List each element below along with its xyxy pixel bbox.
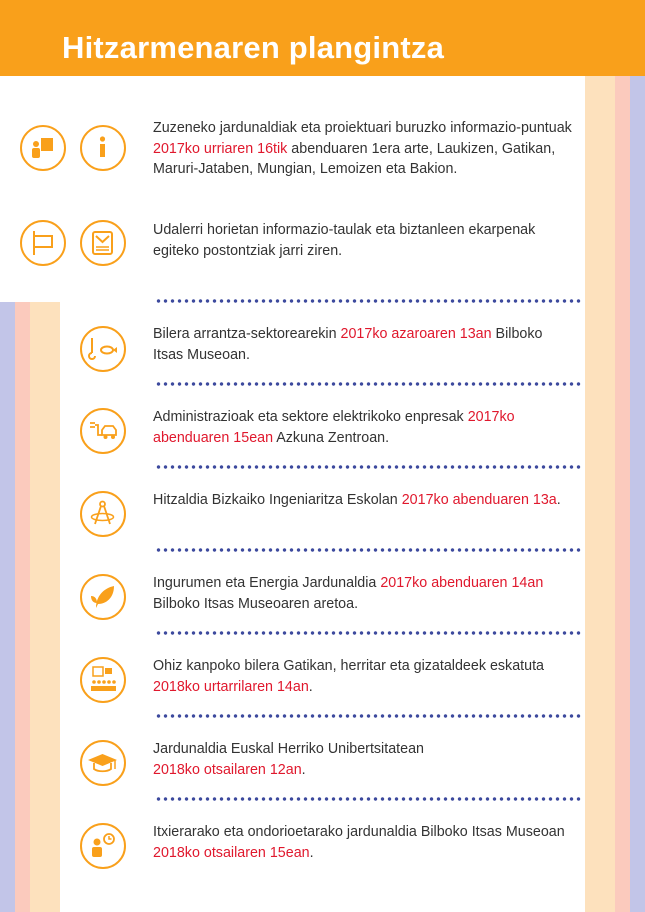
item-text-post: . <box>301 761 306 778</box>
dotted-divider <box>155 299 583 303</box>
stripe-peach-left <box>30 302 60 912</box>
item-text-pre: Udalerri horietan informazio-taulak eta biztanleen ekarpenak egiteko postontziak jarri ziren. <box>153 222 536 259</box>
item-text-pre: Itxierarako eta ondorioetarako jardunaldia Bilboko Itsas Museoan <box>153 824 565 840</box>
compass-icon <box>80 491 126 537</box>
item-text-post: . <box>308 678 313 695</box>
item-text-post: . <box>556 492 561 508</box>
item-text <box>153 324 573 365</box>
leaf-icon <box>80 574 126 620</box>
stripe-pink-left <box>15 302 30 912</box>
item-text <box>153 118 573 180</box>
item-date: 2018ko otsailaren 12an <box>153 761 302 778</box>
item-text <box>153 490 573 511</box>
item-date: 2017ko abenduaren 14an <box>380 575 544 591</box>
stripe-pink-right <box>615 76 630 912</box>
item-text <box>153 573 573 614</box>
item-text <box>153 220 573 261</box>
item-text <box>153 822 573 863</box>
dotted-divider <box>155 465 583 469</box>
item-date: 2017ko abenduaren 15ean <box>153 409 515 446</box>
item-date: 2017ko azaroaren 13an <box>340 326 492 342</box>
item-date: 2017ko urriaren 16tik <box>153 140 288 157</box>
item-text-pre: Administrazioak eta sektore elektrikoko enpresak <box>153 409 468 425</box>
dotted-divider <box>155 797 583 801</box>
stripe-peach-right <box>585 76 615 912</box>
item-text-post: . <box>309 844 314 861</box>
item-text-post: Azkuna Zentroan. <box>273 429 390 446</box>
item-text-post: abenduaren 1era arte, Laukizen, Gatikan, Maruri-Jataben, Mungian, Lemoizen eta Bakion. <box>153 140 556 177</box>
dotted-divider <box>155 714 583 718</box>
person-board-icon <box>20 125 66 171</box>
electric-car-icon <box>80 408 126 454</box>
item-date: 2017ko abenduaren 13a <box>401 492 557 508</box>
item-text-pre: Hitzaldia Bizkaiko Ingeniaritza Eskolan <box>153 492 402 508</box>
dotted-divider <box>155 382 583 386</box>
dotted-divider <box>155 548 583 552</box>
item-text <box>153 407 573 448</box>
signboard-icon <box>20 220 66 266</box>
dotted-divider <box>155 631 583 635</box>
header-bar <box>0 0 645 76</box>
item-date: 2018ko urtarrilaren 14an <box>153 678 309 695</box>
item-text-pre: Ohiz kanpoko bilera Gatikan, herritar eta gizataldeek eskatuta <box>153 658 545 674</box>
graduation-cap-icon <box>80 740 126 786</box>
item-text-post: Bilboko Itsas Museoaren aretoa. <box>153 595 359 612</box>
info-icon <box>80 125 126 171</box>
fishing-icon <box>80 326 126 372</box>
audience-icon <box>80 657 126 703</box>
person-clock-icon <box>80 823 126 869</box>
item-text <box>153 739 573 780</box>
item-date: 2018ko otsailaren 15ean <box>153 844 310 861</box>
page-title: Hitzarmenaren plangintza <box>62 30 445 65</box>
item-text <box>153 656 573 697</box>
item-text-post: Bilboko Itsas Museoan. <box>153 326 543 363</box>
item-text-pre: Jardunaldia Euskal Herriko Unibertsitatean <box>153 741 424 757</box>
stripe-lavender-left <box>0 302 15 912</box>
stripe-lavender-right <box>630 76 645 912</box>
mailbox-icon <box>80 220 126 266</box>
item-text-pre: Ingurumen eta Energia Jardunaldia <box>153 575 381 591</box>
item-text-pre: Bilera arrantza-sektorearekin <box>153 326 341 342</box>
item-text-pre: Zuzeneko jardunaldiak eta proiektuari buruzko informazio-puntuak <box>153 120 572 136</box>
